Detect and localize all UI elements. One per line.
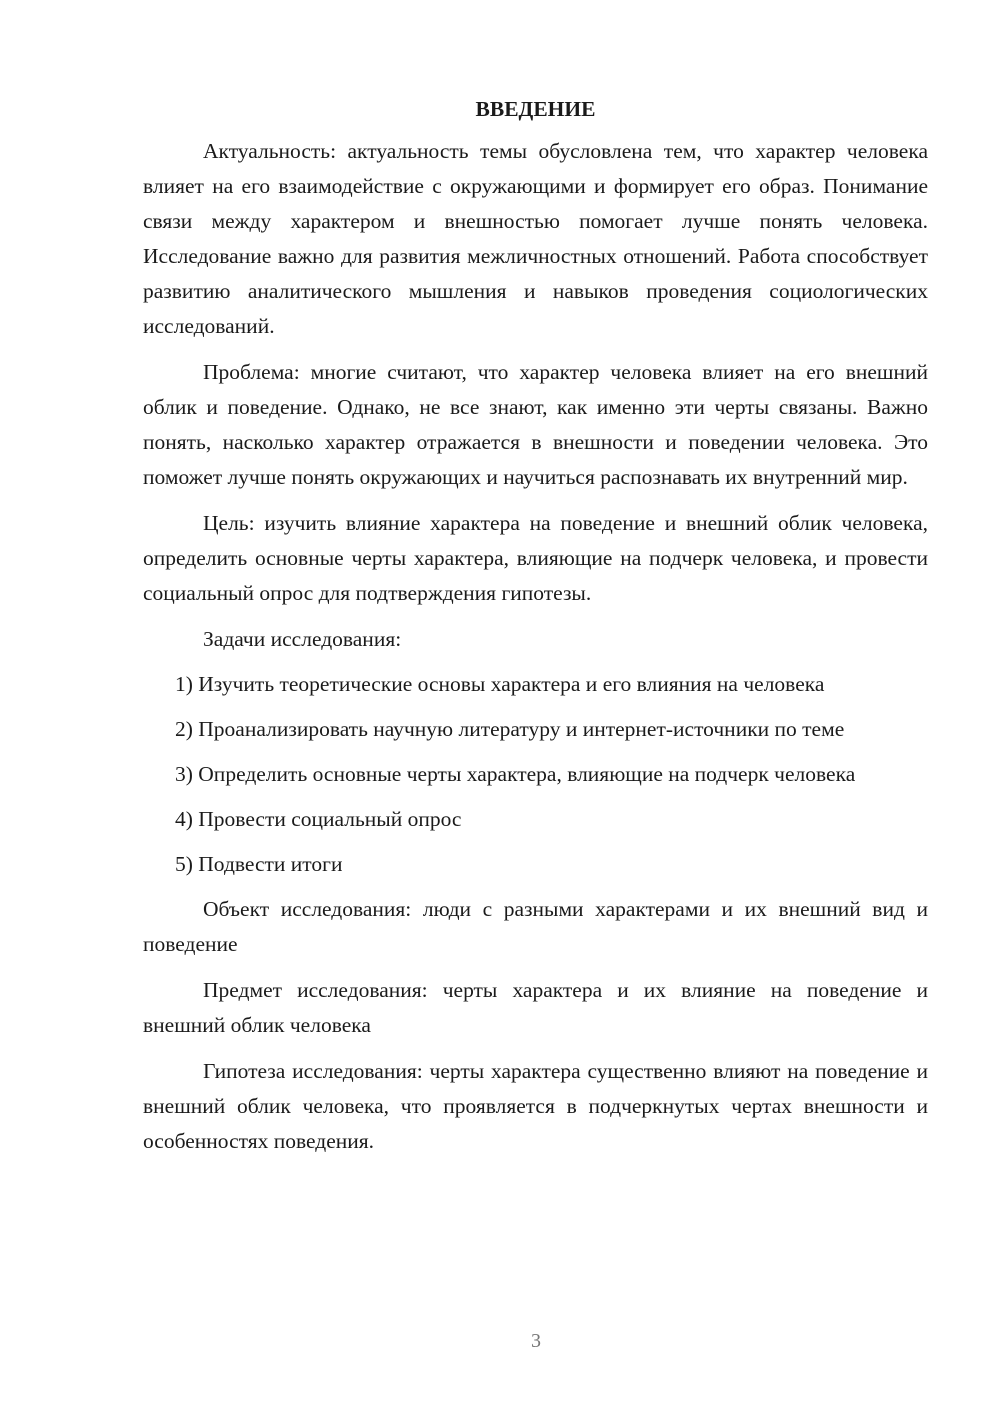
paragraph-goal: Цель: изучить влияние характера на поведение и внешний облик человека, определить основные черты характера, влияющие на подчерк человека, и провести социальный опрос для подтверждения гипотезы. [143,511,928,605]
paragraph-problem: Проблема: многие считают, что характер человека влияет на его внешний облик и поведение. Однако, не все знают, как именно эти черты связаны. Важно понять, насколько характер отражается в внешности и поведении человека. Это поможет лучше понять окружающих и научиться распознавать их внутренний мир. [143,360,928,489]
task-item: 4) Провести социальный опрос [175,807,462,831]
paragraph-relevance: Актуальность: актуальность темы обусловлена тем, что характер человека влияет на его взаимодействие с окружающими и формирует его образ. Понимание связи между характером и внешностью помогает лучше понять человека. Исследование важно для развития межличностных отношений. Работа способствует развитию аналитического мышления и навыков проведения социологических исследований. [143,139,928,338]
page-number: 3 [531,1330,541,1352]
paragraph-hypothesis: Гипотеза исследования: черты характера существенно влияют на поведение и внешний облик человека, что проявляется в подчеркнутых чертах внешности и особенностях поведения. [143,1059,928,1153]
document-page [143,92,928,1170]
tasks-heading: Задачи исследования: [203,627,402,651]
paragraph-subject: Предмет исследования: черты характера и их влияние на поведение и внешний облик человека [143,978,928,1037]
task-item: 5) Подвести итоги [175,852,343,876]
paragraph-object: Объект исследования: люди с разными характерами и их внешний вид и поведение [143,897,928,956]
task-item: 3) Определить основные черты характера, влияющие на подчерк человека [175,762,856,786]
section-title: ВВЕДЕНИЕ [475,97,596,121]
task-item: 2) Проанализировать научную литературу и интернет-источники по теме [175,717,845,741]
task-item: 1) Изучить теоретические основы характера и его влияния на человека [175,672,825,696]
